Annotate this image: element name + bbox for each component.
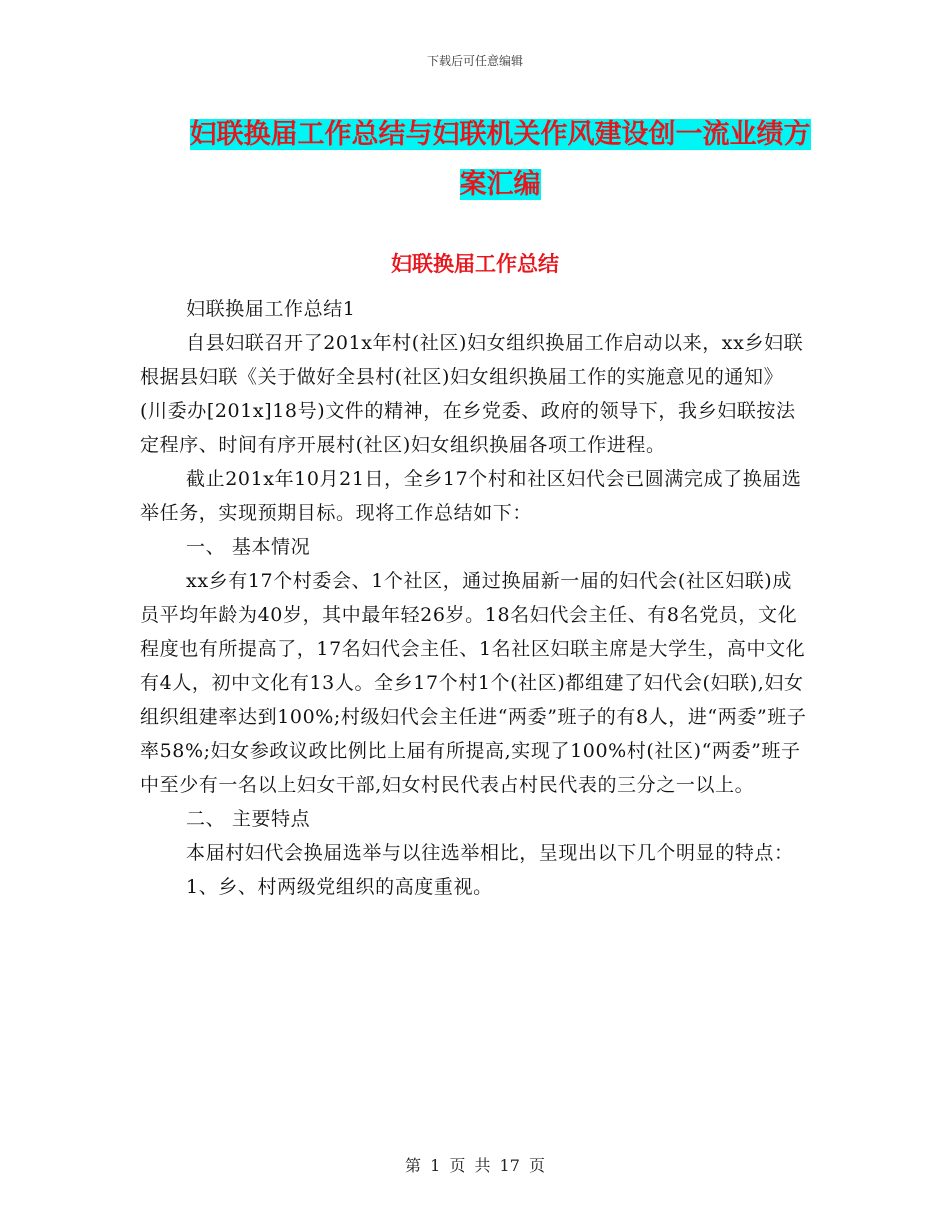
document-title (140, 110, 860, 210)
page-footer: 第 1 页 共 17 页 (405, 1156, 545, 1175)
document-title-line-1: 妇联换届工作总结与妇联机关作风建设创一流业绩方 (189, 119, 811, 150)
document-title-line-2: 案汇编 (459, 169, 541, 200)
paragraph: 自县妇联召开了201x年村(社区)妇女组织换届工作启动以来，xx乡妇联根据县妇联《关于做好全县村(社区)妇女组织换届工作的实施意见的通知》(川委办[201x]18号)文件的精神，在乡党委、政府的领导下，我乡妇联按法定程序、时间有序开展村(社区)妇女组织换届各项工作进程。 (140, 332, 804, 456)
paragraph: xx乡有17个村委会、1个社区，通过换届新一届的妇代会(社区妇联)成员平均年龄为40岁，其中最年轻26岁。18名妇代会主任、有8名党员，文化程度也有所提高了，17名妇代会主任、1名社区妇联主席是大学生，高中文化有4人，初中文化有13人。全乡17个村1个(社区)都组建了妇代会(妇联),妇女组织组建率达到100%;村级妇代会主任进“两委”班子的有8人，进“两委”班子率58%;妇女参政议政比例比上届有所提高,实现了100%村(社区)“两委”班子中至少有一名以上妇女干部,妇女村民代表占村民代表的三分之一以上。 (140, 570, 807, 796)
header-note: 下载后可任意编辑 (426, 54, 523, 68)
paragraph: 本届村妇代会换届选举与以往选举相比，呈现出以下几个明显的特点： (186, 842, 794, 864)
paragraph: 1、乡、村两级党组织的高度重视。 (186, 876, 493, 898)
body-text (140, 292, 808, 904)
paragraph: 一、 基本情况 (186, 536, 311, 558)
section-heading: 妇联换届工作总结 (391, 252, 559, 276)
paragraph: 妇联换届工作总结1 (186, 298, 356, 320)
paragraph: 截止201x年10月21日，全乡17个村和社区妇代会已圆满完成了换届选举任务，实现预期目标。现将工作总结如下： (140, 468, 802, 524)
paragraph: 二、 主要特点 (186, 808, 311, 830)
